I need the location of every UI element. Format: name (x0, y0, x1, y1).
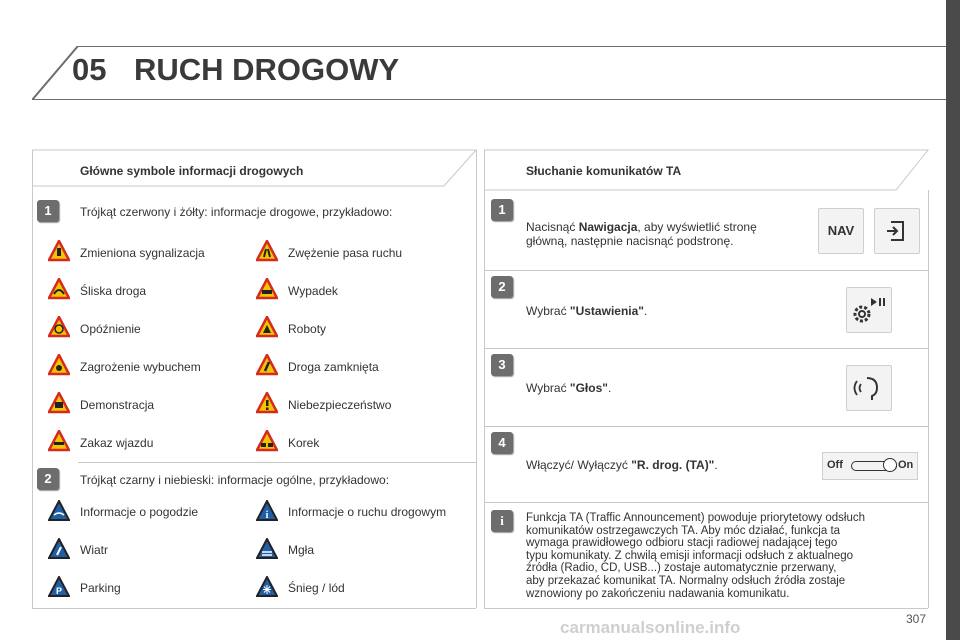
traffic-item: Zwężenie pasa ruchu (288, 246, 403, 260)
warning-triangle-icon (48, 278, 70, 300)
toggle-on-label: On (898, 459, 914, 471)
step-divider (484, 348, 928, 349)
ta-toggle[interactable] (822, 452, 918, 480)
group-divider (78, 462, 476, 463)
warning-triangle-icon (256, 354, 278, 376)
traffic-item: Zmieniona sygnalizacja (80, 246, 205, 260)
warning-triangle-icon (48, 430, 70, 452)
nav-button[interactable] (818, 208, 864, 254)
chapter-title: RUCH DROGOWY (134, 52, 400, 87)
weather-info-icon (48, 500, 70, 522)
right-panel-bottom (484, 608, 928, 609)
warning-triangle-icon (48, 240, 70, 262)
traffic-item: Opóźnienie (80, 322, 141, 336)
wind-icon (48, 538, 70, 560)
chapter-number: 05 (72, 52, 107, 87)
step-badge-1: 1 (491, 199, 513, 221)
step3-text: Wybrać "Głos". (526, 381, 612, 395)
svg-text:i: i (265, 510, 269, 521)
info-item: Informacje o pogodzie (80, 505, 199, 519)
info-item: Śnieg / lód (288, 581, 345, 595)
info-item: Parking (80, 581, 121, 595)
info-badge: i (491, 510, 513, 532)
gear-icon (847, 288, 891, 332)
subpage-button[interactable] (874, 208, 920, 254)
warning-triangle-icon (48, 392, 70, 414)
info-item: Wiatr (80, 543, 108, 557)
side-stripe (946, 0, 960, 640)
nav-label-bold: Nawigacja (578, 220, 638, 234)
settings-button[interactable] (846, 287, 892, 333)
page-number: 307 (906, 612, 927, 626)
right-panel-border (484, 150, 485, 608)
step-badge-2: 2 (491, 276, 513, 298)
info-item: Mgła (288, 543, 315, 557)
traffic-item: Zakaz wjazdu (80, 436, 154, 450)
parking-icon (48, 576, 70, 598)
traffic-item: Demonstracja (80, 398, 155, 412)
traffic-item: Droga zamknięta (288, 360, 379, 374)
warning-triangle-icon (48, 354, 70, 376)
left-panel-border (32, 150, 33, 608)
left-section-title: Główne symbole informacji drogowych (80, 164, 304, 178)
snow-ice-icon (256, 576, 278, 598)
step-badge-1: 1 (37, 200, 59, 222)
warning-triangle-icon (256, 392, 278, 414)
step-divider (484, 270, 928, 271)
info-item: Informacje o ruchu drogowym (288, 505, 447, 519)
step4-text: Włączyć/ Wyłączyć "R. drog. (TA)". (526, 458, 718, 472)
traffic-info-icon (256, 500, 278, 522)
toggle-knob (883, 458, 897, 472)
warning-triangle-icon (256, 240, 278, 262)
right-panel-border-right (928, 190, 929, 608)
warning-triangle-icon (256, 430, 278, 452)
warning-triangle-icon (256, 278, 278, 300)
traffic-item: Śliska droga (80, 284, 147, 298)
traffic-item: Korek (288, 436, 320, 450)
traffic-item: Roboty (288, 322, 327, 336)
warning-triangle-icon (48, 316, 70, 338)
fog-icon (256, 538, 278, 560)
traffic-item: Niebezpieczeństwo (288, 398, 392, 412)
traffic-item: Wypadek (288, 284, 338, 298)
warning-triangle-icon (256, 316, 278, 338)
step-badge-3: 3 (491, 354, 513, 376)
traffic-item: Zagrożenie wybuchem (80, 360, 201, 374)
right-section-title: Słuchanie komunikatów TA (526, 164, 682, 178)
step-badge-2: 2 (37, 468, 59, 490)
toggle-off-label: Off (827, 459, 843, 471)
step2-text: Wybrać "Ustawienia". (526, 304, 648, 318)
voice-button[interactable] (846, 365, 892, 411)
info-paragraph: Funkcja TA (Traffic Announcement) powoduje priorytetowy odsłuch komunikatów ostrzegawczych TA. Aby móc działać, funkcja ta wymaga prawidłowego odbioru stacji radiowej nadającej tego typu komunikaty. Z chwilą emisji informacji odsłuch z aktualnego źródła (Radio, CD, USB...) zostaje automatycznie przerwany, aby przekazać komunikat TA. Normalny odsłuch źródła zostaje wznowiony po zakończeniu nadawania komunikatu. (526, 512, 865, 600)
step-divider (484, 426, 928, 427)
left-panel-bottom (32, 608, 476, 609)
group2-intro: Trójkąt czarny i niebieski: informacje ogólne, przykładowo: (80, 473, 390, 487)
subpage-icon (875, 209, 919, 253)
nav-label: NAV (827, 223, 855, 238)
svg-text:P: P (55, 586, 63, 596)
voice-icon (847, 366, 891, 410)
step1-text: Nacisnąć Nawigacja, aby wyświetlić stronę główną, następnie nacisnąć podstronę. (526, 220, 757, 248)
step-divider (484, 502, 928, 503)
watermark: carmanualsonline.info (560, 618, 741, 637)
step-badge-4: 4 (491, 432, 513, 454)
group1-intro: Trójkąt czerwony i żółty: informacje drogowe, przykładowo: (80, 205, 393, 219)
left-panel-border-right (476, 150, 477, 608)
